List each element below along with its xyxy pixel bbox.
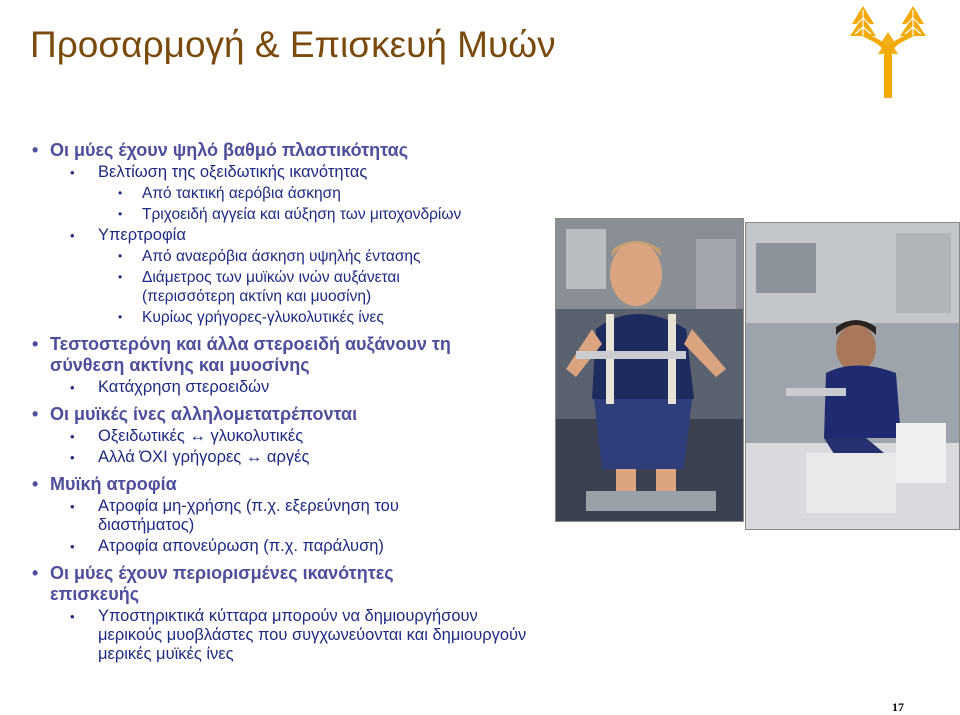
sub-sub-bullet: • Από τακτική αερόβια άσκηση	[30, 184, 560, 203]
sub-sub-bullet: • Από αναερόβια άσκηση υψηλής έντασης	[30, 247, 560, 266]
bullet-interconversion: • Οι μυϊκές ίνες αλληλομετατρέπονται	[30, 404, 560, 425]
bullet-atrophy: • Μυϊκή ατροφία	[30, 474, 560, 495]
bullet-plasticity: • Οι μύες έχουν ψηλό βαθμό πλαστικότητας	[30, 140, 560, 161]
sub-sub-bullet: • Κυρίως γρήγορες-γλυκολυτικές ίνες	[30, 308, 560, 327]
sub-bullet: • Ατροφία απονεύρωση (π.χ. παράλυση)	[30, 537, 560, 556]
astronaut-treadmill-photo	[555, 218, 744, 522]
sub-bullet: • Αλλά ΌΧΙ γρήγορες ↔ αργές	[30, 448, 560, 467]
bullet-list	[30, 136, 560, 664]
sub-sub-bullet: • Διάμετρος των μυϊκών ινών αυξάνεται (περισσότερη ακτίνη και μυοσίνη)	[30, 268, 472, 306]
slide-title: Προσαρμογή & Επισκευή Μυών	[30, 24, 556, 65]
sub-bullet: • Οξειδωτικές ↔ γλυκολυτικές	[30, 427, 560, 446]
sub-bullet-oxidative: • Βελτίωση της οξειδωτικής ικανότητας	[30, 163, 560, 182]
bullet-testosterone: • Τεστοστερόνη και άλλα στεροειδή αυξάνουν τη σύνθεση ακτίνης και μυοσίνης	[30, 334, 520, 376]
university-logo-icon	[838, 2, 938, 102]
sub-bullet: • Ατροφία μη-χρήσης (π.χ. εξερεύνηση του διαστήματος)	[30, 497, 488, 535]
sub-sub-bullet: • Τριχοειδή αγγεία και αύξηση των μιτοχονδρίων	[30, 205, 560, 224]
page-number: 17	[892, 700, 904, 714]
sub-bullet: • Υποστηρικτικά κύτταρα μπορούν να δημιουργήσουν μερικούς μυοβλάστες που συγχωνεύονται και δημιουργούν μερικές μυϊκές ίνες	[30, 607, 543, 664]
astronaut-cycle-photo	[745, 222, 960, 530]
bullet-repair: • Οι μύες έχουν περιορισμένες ικανότητες επισκευής	[30, 563, 470, 605]
sub-bullet: • Κατάχρηση στεροειδών	[30, 378, 560, 397]
sub-bullet-hypertrophy: • Υπερτροφία	[30, 226, 560, 245]
